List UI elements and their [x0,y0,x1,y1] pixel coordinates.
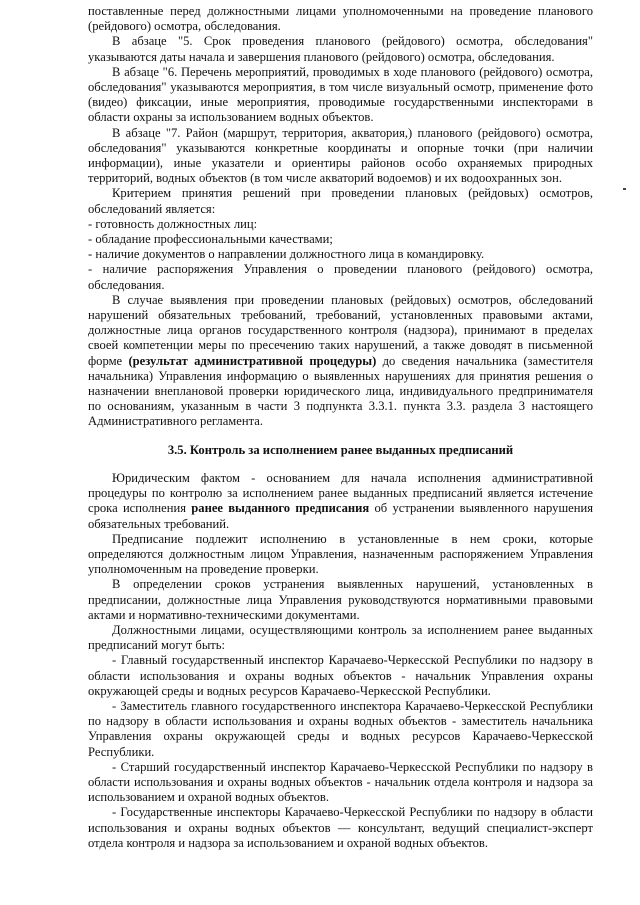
list-item [88,247,593,262]
paragraph [88,186,593,216]
list-item [88,805,593,851]
text-run: Должностными лицами, осуществляющими контроль за исполнением ранее выданных предписаний могут быть: [88,622,593,653]
paragraph [88,34,593,64]
paragraph [88,577,593,623]
list-item [88,699,593,760]
text-run: - обладание профессиональными качествами; [88,232,333,247]
text-run: - Заместитель главного государственного инспектора Карачаево-Черкесской Республики по надзору в области использования и охраны водных объектов - заместитель начальника Управления охраны окружающей среды и водных ресурсов Карачаево-Черкесской Республики. [88,698,593,759]
bold-text-run: ранее выданного предписания [191,501,370,516]
bold-text-run: (результат административной процедуры) [128,353,377,368]
list-item [88,653,593,699]
paragraph [88,65,593,126]
text-run: - Главный государственный инспектор Карачаево-Черкесской Республики по надзору в области использования и охраны водных объектов - начальник Управления охраны окружающей среды и водных ресурсов Карачаево-Черкесской Республики. [88,653,593,698]
text-run: поставленные перед должностными лицами уполномоченными на проведение планового (рейдового) осмотра, обследования. [88,4,593,34]
paragraph [88,471,593,532]
paragraph [88,293,593,430]
list-item [88,760,593,806]
text-run: - Государственные инспекторы Карачаево-Черкесской Республики по надзору в области использования и охраны водных объектов — консультант, ведущий специалист-эксперт отдела контроля и надзора за использованием и охраной водных объектов. [88,805,593,850]
paragraph [88,126,593,187]
paragraph [88,623,593,653]
text-run: - наличие документов о направлении должностного лица в командировку. [88,247,485,262]
text-run: до сведения начальника (заместителя начальника) Управления информацию о выявленных нарушениях для принятия решения о назначении внеплановой проверки юридического лица, индивидуального предпринимателя по основаниям, указанным в части 3 подпункта 3.3.1. пункта 3.3. раздела 3 настоящего Административного регламента. [88,353,593,429]
list-item [88,262,593,292]
text-run: Критерием принятия решений при проведении плановых (рейдовых) осмотров, обследований является: [88,186,593,216]
text-run: Юридическим фактом - основанием для начала исполнения административной процедуры по контролю за исполнением ранее выданных предписаний является истечение срока исполнения [88,470,593,516]
text-run: 3.5. Контроль за исполнением ранее выданных предписаний [167,442,514,457]
text-run: В абзаце "7. Район (маршрут, территория, акватория,) планового (рейдового) осмотра, обследования" указываются конкретные координаты и опорные точки (при наличии информации), иные указатели и ориентиры районов особо охраняемых природных территорий, водных объектов (в том числе акваторий водоемов) и их водоохранных зон. [88,125,593,186]
scan-artifact [623,188,626,190]
text-run: - Старший государственный инспектор Карачаево-Черкесской Республики по надзору в области использования и охраны водных объектов - начальник отдела контроля и надзора за использованием и охраной водных объектов. [88,759,593,805]
list-item [88,232,593,247]
paragraph [88,532,593,578]
text-run: В абзаце "6. Перечень мероприятий, проводимых в ходе планового (рейдового) осмотра, обследования" указываются мероприятия, в том числе визуальный осмотр, применение фото (видео) фиксации, иные мероприятия, проводимые государственными инспекторами в области охраны за использованием водных объектов. [88,64,593,125]
paragraph [88,4,593,34]
text-run: В абзаце "5. Срок проведения планового (рейдового) осмотра, обследования" указываются даты начала и завершения планового (рейдового) осмотра, обследования. [88,34,593,64]
text-run: - наличие распоряжения Управления о проведении планового (рейдового) осмотра, обследования. [88,262,593,292]
text-run: В определении сроков устранения выявленных нарушений, установленных в предписании, должностные лица Управления руководствуются нормативными правовыми актами и нормативно-техническими документами. [88,577,593,622]
document-body [88,4,593,851]
text-run: об устранении выявленного нарушения обязательных требований. [88,501,593,531]
text-run: Предписание подлежит исполнению в установленные в нем сроки, которые определяются должностным лицом Управления, назначенным распоряжением Управления уполномоченным на проведение проверки. [88,531,593,577]
section-heading [88,443,593,458]
list-item [88,217,593,232]
text-run: - готовность должностных лиц: [88,216,258,231]
text-run: В случае выявления при проведении плановых (рейдовых) осмотров, обследований нарушений обязательных требований, требований, установленных правовыми актами, должностные лица органов государственного контроля (надзора), принимают в пределах своей компетенции меры по пресечению таких нарушений, а также доводят в письменной форме [88,292,593,368]
